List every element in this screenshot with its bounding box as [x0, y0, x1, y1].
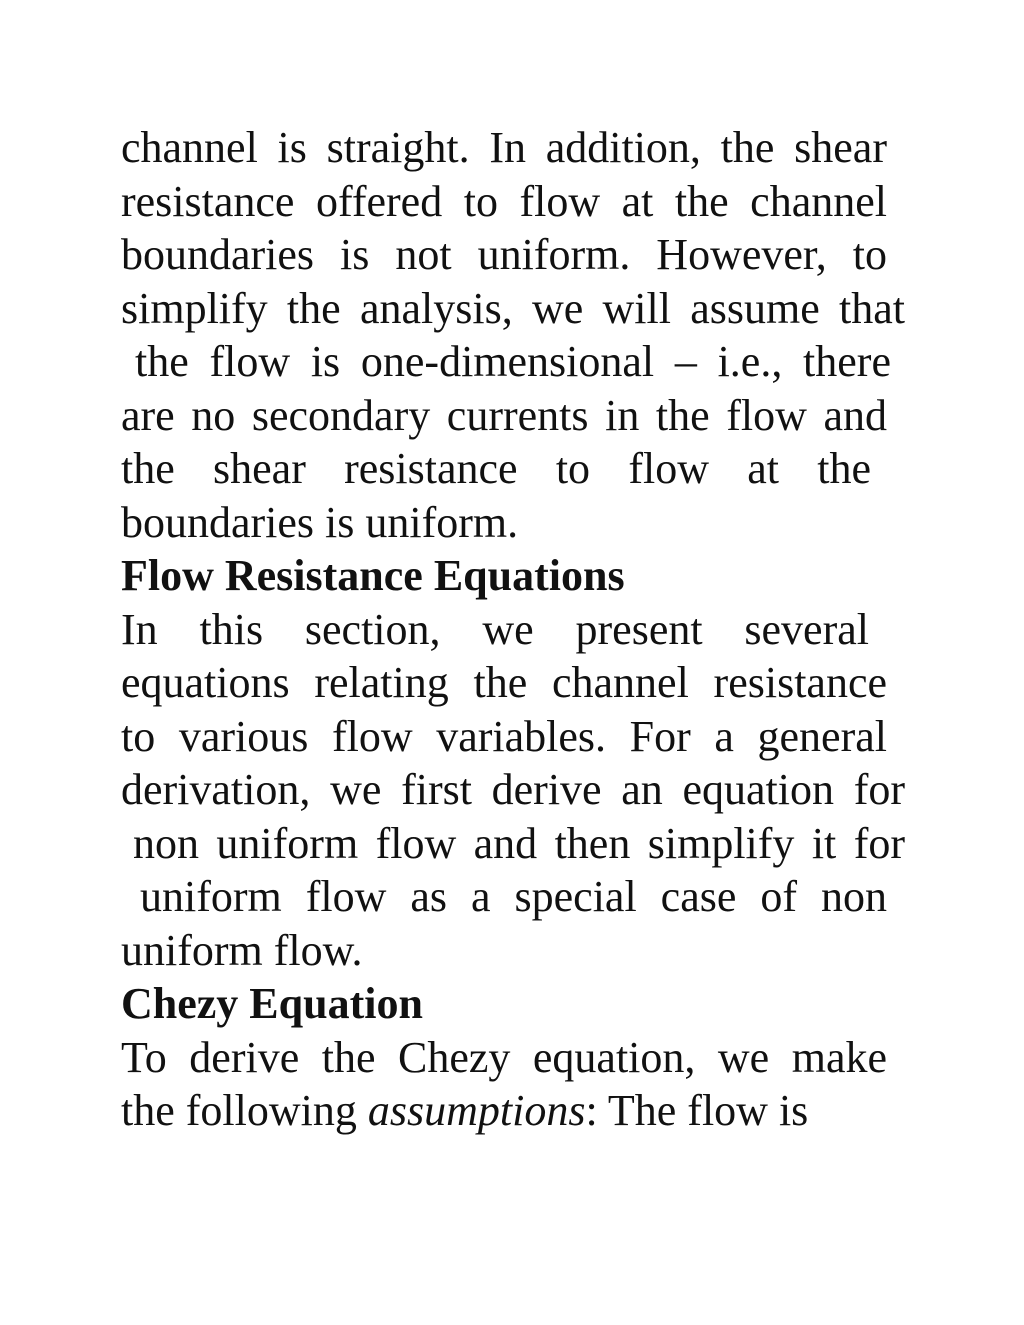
- text-line: channel is straight. In addition, the shear: [121, 123, 887, 172]
- text-line: To derive the Chezy equation, we make: [121, 1032, 887, 1082]
- emphasized-text: assumptions: [367, 1086, 586, 1135]
- text-run: : The flow is: [585, 1086, 809, 1135]
- text-line: resistance offered to flow at the channel: [121, 176, 887, 226]
- text-line: boundaries is not uniform. However, to: [121, 230, 887, 279]
- text-run: the following: [121, 1086, 368, 1135]
- text-line: to various flow variables. For a general: [121, 711, 887, 761]
- section-heading: Chezy Equation: [121, 979, 423, 1028]
- text-line: non uniform flow and then simplify it for: [133, 818, 905, 868]
- text-line: boundaries is uniform.: [121, 497, 519, 547]
- text-line: the shear resistance to flow at the: [121, 444, 871, 493]
- text-line: uniform flow.: [121, 925, 363, 975]
- section-heading: Flow Resistance Equations: [121, 551, 625, 600]
- paragraph: [121, 1031, 906, 1138]
- text-line: simplify the analysis, we will assume that: [121, 283, 905, 333]
- text-line: equations relating the channel resistance: [121, 658, 887, 707]
- text-line: the flow is one-dimensional – i.e., there: [135, 337, 891, 386]
- text-line: uniform flow as a special case of non: [140, 872, 887, 921]
- paragraph: [121, 121, 906, 549]
- page-content: [121, 121, 906, 1138]
- paragraph: [121, 603, 906, 978]
- text-line: In this section, we present several: [121, 604, 869, 654]
- text-line: [121, 1084, 906, 1138]
- text-line: derivation, we first derive an equation for: [121, 765, 905, 814]
- text-line: are no secondary currents in the flow and: [121, 390, 887, 440]
